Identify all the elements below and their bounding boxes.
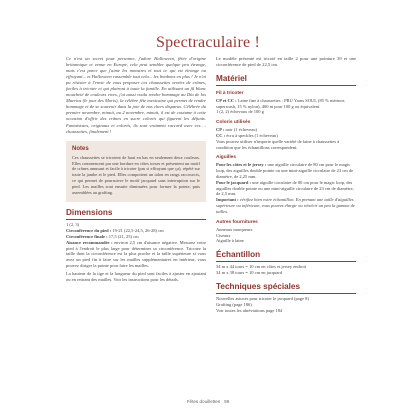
page-number: 99 xyxy=(224,399,230,404)
page-title: Spectraculaire ! xyxy=(155,34,261,51)
sizes: 1 (2, 3) xyxy=(66,221,80,227)
length-note: La hauteur de la tige et la longueur du pied sont faciles à ajuster en ajoutant ou en retirant des mailles. Voir les instructions pour les détails. xyxy=(66,271,206,283)
footer-section: Fêtes douillettes xyxy=(186,399,221,404)
techniques-title: Techniques spéciales xyxy=(216,282,301,292)
cc-label: CC : xyxy=(216,132,226,138)
echantillon-title: Échantillon xyxy=(216,250,261,260)
right-intro: Le modèle présenté est tricoté en taille 2 pour une pointure 39 et une circonférence de pied de 22,5 cm. xyxy=(216,56,356,68)
aig-jacquard-label: Pour le jacquard : xyxy=(216,179,252,185)
fil-title: Fil à tricoter xyxy=(216,91,244,97)
cc-value: écru à speckles (1 écheveau) xyxy=(225,132,278,138)
notes-title: Notes xyxy=(72,145,89,152)
circ-finale-value: 17,5 (21, 25) cm xyxy=(107,233,139,239)
aig-important-label: Important : xyxy=(216,197,239,203)
right-column xyxy=(216,56,356,314)
page-footer xyxy=(0,399,416,404)
aisance-label: Aisance recommandée : xyxy=(66,239,113,245)
materiel-title: Matériel xyxy=(216,74,247,84)
autres-title: Autres fournitures xyxy=(216,220,258,226)
notes-box xyxy=(66,141,206,202)
tech-item: Grafting (page 186) xyxy=(216,302,252,308)
coloris-note: Vous pouvez utiliser n'importe quelle variété de laine à chaussettes à condition que les échantillons correspondent. xyxy=(216,138,340,150)
aig-jacquard-value: une aiguille circulaire de 80 cm pour le magic loop, des aiguilles double pointe ou une mini-aiguille circulaire de 23 cm de diamètre, de 2,5 mm. xyxy=(216,179,354,197)
tech-item: Nouvelles astuces pour tricoter le jacquard (page 8) xyxy=(216,296,309,302)
circ-finale-label: Circonférence finale : xyxy=(66,233,108,239)
aig-cotes-value: une aiguille circulaire de 80 cm pour le magic loop, des aiguilles double pointe ou une mini-aiguille circulaire de 23 cm de diamètre, de 2,25 mm. xyxy=(216,161,354,179)
aiguilles-title: Aiguilles xyxy=(216,155,236,161)
aig-important xyxy=(216,197,356,215)
dimensions-rule xyxy=(66,219,206,220)
aig-cotes xyxy=(216,162,356,180)
dimensions-title: Dimensions xyxy=(66,207,113,217)
fil-detail xyxy=(216,98,356,110)
techniques-rule xyxy=(216,293,356,294)
aig-cotes-label: Pour les côtes et le jersey : xyxy=(216,161,267,167)
aig-important-value: vérifiez bien votre échantillon. En prenant une taille d'aiguilles supérieure ou inférieure, vous pouvez élargir ou rétrécir un peu la gamme de tailles. xyxy=(216,197,355,215)
echantillon-rule xyxy=(216,261,356,262)
fil-label: CP et CC : xyxy=(216,97,237,103)
notes-text: Ces chaussettes se tricotent de haut en bas en seulement deux couleurs. Elles commencent par une bordure en côtes torses et présentent un motif de crânes amusant et facile à tricoter (pas si effrayant que ça), répété sur toute la jambe et le pied. Elles comportent un talon en rangs raccourcis, ce qui permet de poursuivre le motif jacquard sans interruption sur le pied. Les mailles sont ensuite diminuées pour former la pointe, puis assemblées au grafting. xyxy=(72,154,200,196)
aig-jacquard xyxy=(216,180,356,198)
intro-paragraph: Ce n'est un secret pour personne, j'adore Halloween, fêtée d'origine britannique et venue en Europe, cela peut sembler quelque peu étrange, mais c'est parce que j'aime les monstres et tout ce qui est étrange ou effrayant... et Halloween rassemble tout cela... les bonbons en plus ! Je n'ai pu résister à l'envie de vous proposer ces chaussettes ornées de crânes, faciles à tricoter et qui plairont à toute la famille. En utilisant un fil blanc moucheté de couleurs vives, j'ai aussi voulu rendre hommage au Día de los Muertos (le jour des Morts), la célèbre fête mexicaine qui permet de rendre hommage et de se souvenir dans la joie de nos chers disparus. Célébrée du premier novembre, minuit, au 2 novembre, minuit, il est de coutume à cette occasion d'offrir des crânes en sucre colorés qui figurent les défunts. Fantaisistes, originaux et colorés, ils sont vraiment raccord avec ces ... chaussettes, finalement ! xyxy=(66,56,206,134)
cp-label: CP : xyxy=(216,126,225,132)
fil-value: Laine fine à chaussettes : PRU Yarns SOUL (85 % mérinos superwash, 15 % nylon), 400 m pour 100 g ou équivalent xyxy=(216,97,345,109)
autres-item: Aiguille à laine xyxy=(216,238,244,244)
cp-value: noir (1 écheveau) xyxy=(224,126,257,132)
aisance xyxy=(66,240,206,270)
fil-amount: 1 (2, 2) échevaux de 100 g xyxy=(216,109,264,115)
materiel-rule xyxy=(216,85,356,86)
aisance-value: environ 2,5 cm d'aisance négative. Mesurez votre pied à l'endroit le plus large pour déterminer sa circonférence. Tricotez la taille dont la circonférence est la plus proche et la taille supérieure si vous avez un pied fin à faire sur les mailles supplémentaires en intérieur, vous pouvez diriger la pointe pour faire les mailles. xyxy=(66,239,207,269)
ech-item: 34 m x 44 tours = 10 cm en côtes et jersey endroit xyxy=(216,264,307,270)
autres-item: Anneaux marqueurs xyxy=(216,226,253,232)
left-column xyxy=(66,56,206,283)
autres-item: Ciseaux xyxy=(216,232,231,238)
circ-pied-label: Circonférence du pied : xyxy=(66,227,112,233)
coloris-title: Coloris utilisés xyxy=(216,120,251,126)
tech-item: Voir toutes les abréviations page 184 xyxy=(216,307,283,313)
circ-pied-value: 19-21 (22,5-24,5, 26-28) cm xyxy=(111,227,164,233)
ech-item: 34 m x 38 tours = 10 cm en jacquard xyxy=(216,270,283,276)
